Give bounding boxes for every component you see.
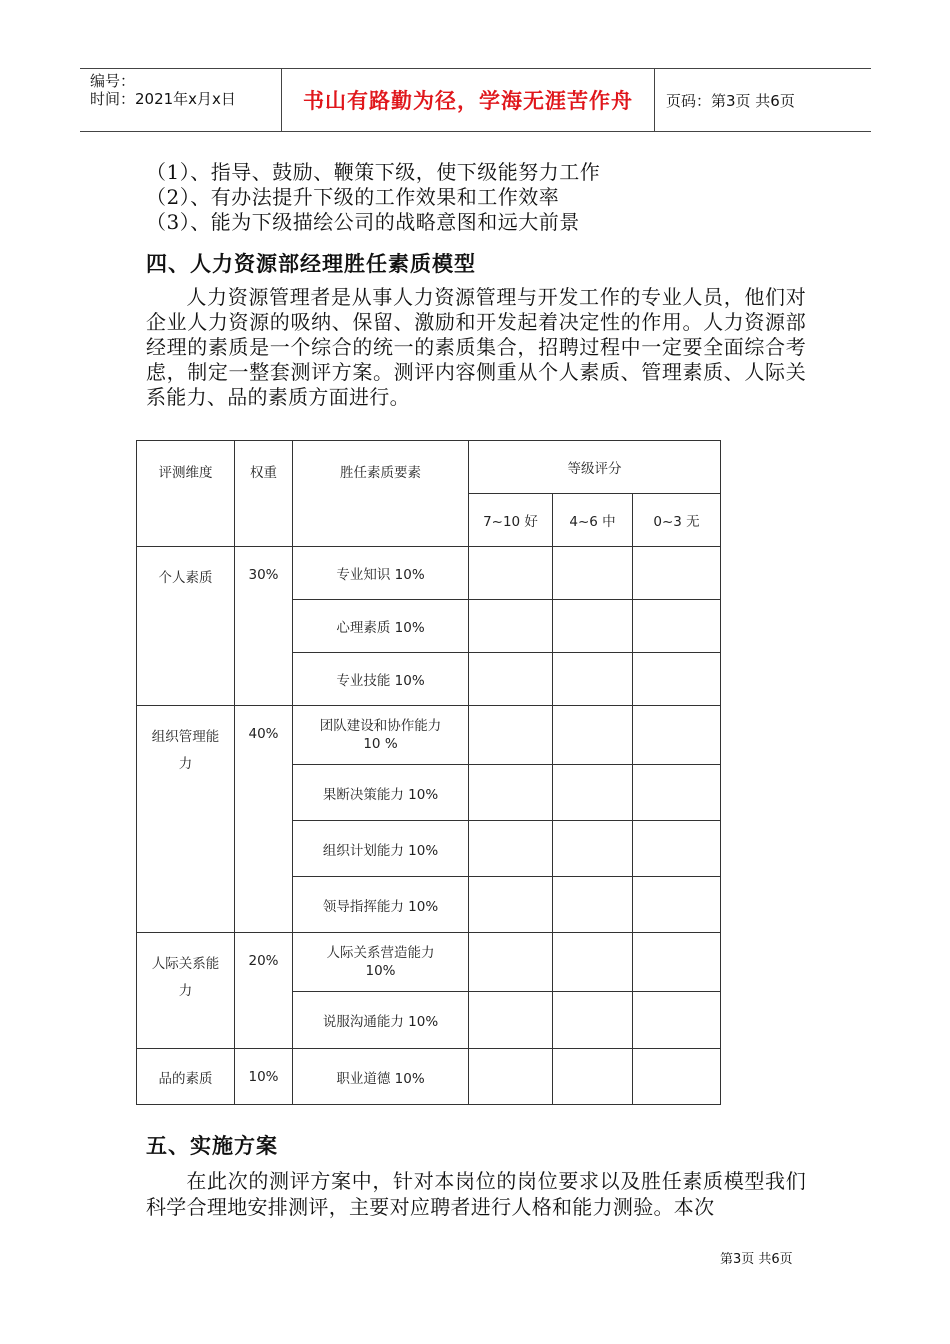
element-cell: 专业知识 10% (293, 547, 469, 600)
score-cell (553, 653, 633, 706)
score-cell (633, 1049, 721, 1105)
score-cell (469, 821, 553, 877)
header-weight: 权重 (235, 441, 293, 547)
dimension-text: 人际关系能力 (151, 956, 220, 999)
score-cell (469, 653, 553, 706)
header-grade-mid: 4~6 中 (553, 494, 633, 547)
list-item: （1）、指导、鼓励、鞭策下级，使下级能努力工作 (146, 160, 601, 184)
score-cell (633, 547, 721, 600)
competency-table (136, 440, 721, 1105)
score-cell (553, 877, 633, 933)
page-footer: 第3页 共6页 (720, 1252, 793, 1267)
dimension-cell: 个人素质 (137, 547, 235, 706)
score-cell (469, 706, 553, 765)
score-cell (469, 992, 553, 1049)
header-motto-cell (282, 69, 655, 131)
dimension-text: 组织管理能力 (151, 729, 220, 772)
header-rating: 等级评分 (469, 441, 721, 494)
score-cell (469, 765, 553, 821)
section-paragraph (146, 285, 806, 410)
weight-cell: 40% (235, 706, 293, 933)
header-element: 胜任素质要素 (293, 441, 469, 547)
header-grade-none: 0~3 无 (633, 494, 721, 547)
header-grade-good: 7~10 好 (469, 494, 553, 547)
header-dimension: 评测维度 (137, 441, 235, 547)
element-cell (293, 933, 469, 992)
score-cell (553, 821, 633, 877)
element-cell (293, 706, 469, 765)
header-page-cell (656, 69, 871, 131)
element-cell: 说服沟通能力 10% (293, 992, 469, 1049)
score-cell (553, 706, 633, 765)
section-heading: 五、实施方案 (146, 1133, 278, 1158)
element-cell: 果断决策能力 10% (293, 765, 469, 821)
weight-cell: 20% (235, 933, 293, 1049)
document-number-label: 编号： (90, 72, 136, 90)
weight-cell: 10% (235, 1049, 293, 1105)
score-cell (469, 547, 553, 600)
page-header (80, 68, 871, 132)
score-cell (633, 877, 721, 933)
element-text: 团队建设和协作能力 10 % (319, 718, 442, 752)
paragraph-text: 人力资源管理者是从事人力资源管理与开发工作的专业人员，他们对企业人力资源的吸纳、保留、激励和开发起着决定性的作用。人力资源部经理的素质是一个综合的统一的素质集合，招聘过程中一定要全面综合考虑，制定一整套测评方案。测评内容侧重从个人素质、管理素质、人际关系能力、品的素质方面进行。 (146, 285, 806, 409)
score-cell (553, 992, 633, 1049)
paragraph-text: 在此次的测评方案中，针对本岗位的岗位要求以及胜任素质模型我们科学合理地安排测评，主要对应聘者进行人格和能力测验。本次 (146, 1169, 806, 1219)
element-text: 人际关系营造能力 10% (326, 945, 435, 979)
weight-cell: 30% (235, 547, 293, 706)
dimension-cell (137, 933, 235, 1049)
dimension-cell: 品的素质 (137, 1049, 235, 1105)
header-motto: 书山有路勤为径，学海无涯苦作舟 (303, 89, 633, 113)
header-page-label: 页码：第3页 共6页 (666, 91, 795, 110)
section-paragraph (146, 1168, 806, 1220)
document-time-label: 时间：2021年x月x日 (90, 90, 236, 108)
element-cell: 职业道德 10% (293, 1049, 469, 1105)
score-cell (553, 1049, 633, 1105)
score-cell (553, 547, 633, 600)
list-item: （3）、能为下级描绘公司的战略意图和远大前景 (146, 210, 580, 234)
score-cell (553, 765, 633, 821)
score-cell (469, 877, 553, 933)
list-item: （2）、有办法提升下级的工作效果和工作效率 (146, 185, 560, 209)
section-heading: 四、人力资源部经理胜任素质模型 (146, 251, 476, 276)
score-cell (469, 933, 553, 992)
score-cell (633, 933, 721, 992)
element-cell: 专业技能 10% (293, 653, 469, 706)
score-cell (633, 992, 721, 1049)
score-cell (633, 600, 721, 653)
score-cell (633, 765, 721, 821)
score-cell (633, 706, 721, 765)
element-cell: 心理素质 10% (293, 600, 469, 653)
score-cell (633, 653, 721, 706)
header-meta-cell (80, 69, 282, 131)
leadership-list (146, 160, 600, 235)
score-cell (553, 600, 633, 653)
element-cell: 组织计划能力 10% (293, 821, 469, 877)
score-cell (469, 600, 553, 653)
score-cell (553, 933, 633, 992)
score-cell (469, 1049, 553, 1105)
score-cell (633, 821, 721, 877)
element-cell: 领导指挥能力 10% (293, 877, 469, 933)
dimension-cell (137, 706, 235, 933)
